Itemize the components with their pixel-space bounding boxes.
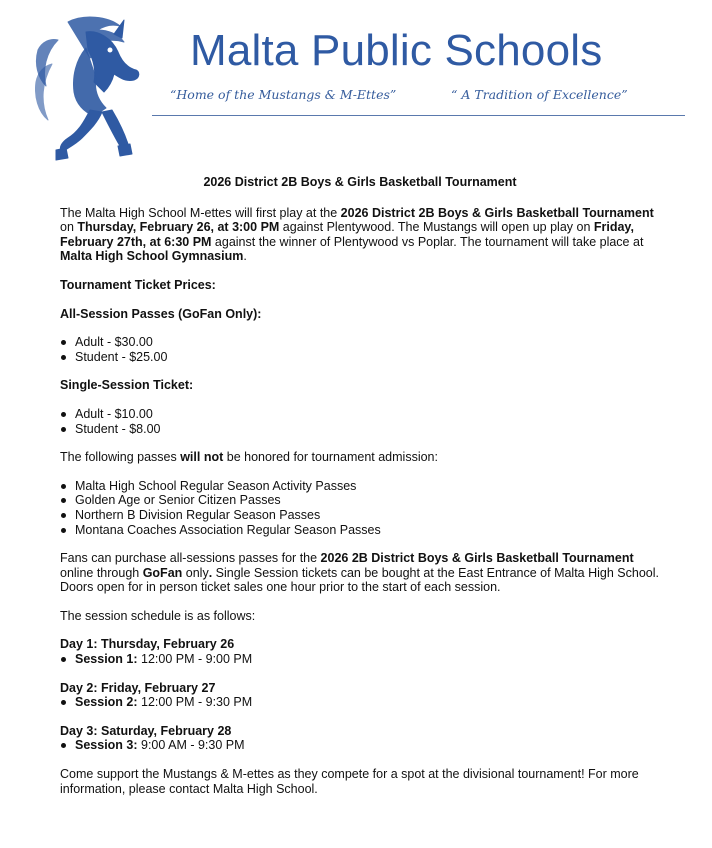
list-item: Adult - $30.00 [60, 335, 660, 350]
session-list [60, 738, 660, 753]
list-item: Northern B Division Regular Season Passes [60, 508, 660, 523]
list-item: Montana Coaches Association Regular Season Passes [60, 523, 660, 538]
session-item [60, 738, 660, 753]
purchase-text-1: Fans can purchase all-sessions passes for the [60, 551, 321, 566]
intro-text-2: on [60, 220, 78, 235]
list-item: Student - $8.00 [60, 422, 660, 437]
session-item [60, 695, 660, 710]
mustang-horse-logo [28, 12, 150, 164]
purchase-text-2: online through [60, 565, 143, 580]
day-title: Day 3: Saturday, February 28 [60, 723, 232, 738]
excluded-passes-list [60, 479, 660, 537]
session-label: Session 1: [75, 652, 138, 667]
list-item: Malta High School Regular Season Activity Passes [60, 479, 660, 494]
intro-venue: Malta High School Gymnasium [60, 249, 244, 264]
session-item [60, 652, 660, 667]
purchase-text-4: Single Session tickets can be bought at the East Entrance of Malta High School. Doors open for in person ticket sales one hour prior to the start of each session. [60, 565, 659, 595]
schedule-day-1 [60, 637, 660, 666]
schedule-intro: The session schedule is as follows: [60, 608, 256, 623]
purchase-tournament-name: 2026 2B District Boys & Girls Basketball Tournament [320, 551, 634, 566]
purchase-period: . [208, 565, 213, 580]
header-divider [152, 115, 685, 116]
session-list [60, 652, 660, 667]
intro-paragraph [60, 206, 660, 264]
ticket-prices-heading: Tournament Ticket Prices: [60, 277, 216, 292]
passes-note [60, 450, 660, 465]
purchase-text-3: only [182, 565, 209, 580]
passes-note-text-2: be honored for tournament admission: [223, 450, 438, 465]
list-item: Golden Age or Senior Citizen Passes [60, 493, 660, 508]
intro-tournament-name: 2026 District 2B Boys & Girls Basketball Tournament [340, 205, 654, 220]
session-label: Session 2: [75, 695, 138, 710]
intro-text-5: . [243, 249, 247, 264]
letterhead [0, 0, 712, 170]
document-body [60, 175, 660, 810]
all-session-heading: All-Session Passes (GoFan Only): [60, 306, 262, 321]
schedule-day-3 [60, 724, 660, 753]
session-list [60, 695, 660, 710]
intro-text-1: The Malta High School M-ettes will first play at the [60, 205, 341, 220]
session-time: 12:00 PM - 9:00 PM [137, 652, 253, 667]
intro-text-4: against the winner of Plentywood vs Poplar. The tournament will take place at [211, 234, 644, 249]
intro-mettes-game-time: Thursday, February 26, at 3:00 PM [77, 220, 280, 235]
purchase-gofan: GoFan [142, 565, 183, 580]
list-item: Adult - $10.00 [60, 407, 660, 422]
session-label: Session 3: [75, 738, 138, 753]
single-session-heading: Single-Session Ticket: [60, 378, 194, 393]
single-session-price-list [60, 407, 660, 436]
session-time: 12:00 PM - 9:30 PM [137, 695, 253, 710]
intro-mustangs-game-time: Friday, February 27th, at 6:30 PM [60, 220, 634, 249]
closing-paragraph: Come support the Mustangs & M-ettes as they compete for a spot at the divisional tournament! For more information, please contact Malta High School. [60, 767, 639, 796]
passes-note-text-1: The following passes [60, 450, 181, 465]
day-title: Day 2: Friday, February 27 [60, 680, 216, 695]
purchase-paragraph [60, 551, 660, 595]
session-time: 9:00 AM - 9:30 PM [137, 738, 245, 753]
intro-text-3: against Plentywood. The Mustangs will open up play on [279, 220, 594, 235]
motto-tradition: “ A Tradition of Excellence” [451, 87, 628, 102]
list-item: Student - $25.00 [60, 350, 660, 365]
document-title: 2026 District 2B Boys & Girls Basketball Tournament [203, 175, 517, 189]
day-title: Day 1: Thursday, February 26 [60, 637, 235, 652]
all-session-price-list [60, 335, 660, 364]
passes-note-will-not: will not [180, 450, 224, 465]
schedule-day-2 [60, 681, 660, 710]
school-name: Malta Public Schools [190, 26, 603, 75]
motto-home-of-mustangs: “Home of the Mustangs & M-Ettes” [170, 87, 397, 102]
